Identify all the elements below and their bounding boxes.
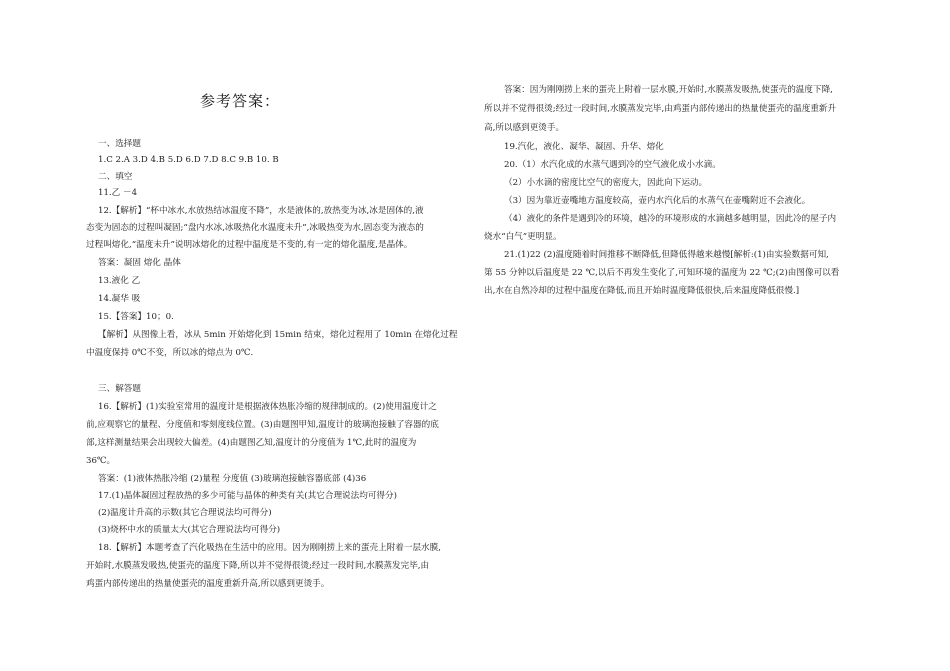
answer-line: 答案：(1)液体热胀冷缩 (2)量程 分度值 (3)玻璃泡接触容器底部 (4)36 — [98, 474, 367, 484]
answer-line: 13.液化 乙 — [98, 276, 141, 286]
answer-line: 12.【解析】“杯中冰水,水放热结冰温度不降”，水是液体的,放热变为冰,冰是固体的,液 — [98, 206, 424, 216]
answer-line: 态变为固态的过程叫凝固;“盘内水冰,冰吸热化水温度未升”,冰吸热变为水,固态变为液态的 — [86, 223, 424, 233]
answer-line: 鸡蛋内部传递出的热量使蛋壳的温度重新升高,所以感到更烫手。 — [86, 579, 330, 589]
answer-line: 开始时,水膜蒸发吸热,使蛋壳的温度下降,所以并不觉得很烫;经过一段时间,水膜蒸发完毕,由 — [86, 561, 430, 571]
answer-line: 15.【答案】10；0. — [98, 312, 174, 322]
answer-line: 前,应观察它的量程、分度值和零刻度线位置。(3)由题图甲知,温度计的玻璃泡接触了容器的底 — [86, 420, 439, 430]
answer-line: 答案：凝固 熔化 晶体 — [98, 258, 181, 268]
answer-line: 过程叫熔化,“温度未升”说明冰熔化的过程中温度是不变的,有一定的熔化温度,是晶体。 — [86, 240, 413, 250]
answer-line: 二、填空 — [98, 172, 133, 182]
answer-line: 16.【解析】(1)实验室常用的温度计是根据液体热胀冷缩的规律制成的。(2)使用温度计之 — [98, 402, 437, 412]
answer-line: 出,水在自然冷却的过程中温度在降低,而且开始时温度降低很快,后来温度降低很慢.] — [484, 286, 800, 296]
answer-line: 14.凝华 吸 — [98, 294, 141, 304]
answer-line: 11.乙 －4 — [98, 188, 138, 198]
page-title: 参考答案： — [200, 92, 281, 110]
answer-line: (2)温度计升高的示数(其它合理说法均可得分) — [98, 508, 272, 518]
answer-line: 所以并不觉得很烫;经过一段时间,水膜蒸发完毕,由鸡蛋内部传递出的热量使蛋壳的温度重新升 — [484, 104, 837, 114]
answer-line: 高,所以感到更烫手。 — [484, 123, 565, 133]
answer-line: 中温度保持 0℃不变，所以冰的熔点为 0℃. — [86, 348, 254, 358]
answer-line: (3)烧杯中水的质量太大(其它合理说法均可得分) — [98, 525, 281, 535]
answer-line: （4）液化的条件是遇到冷的环境，越冷的环境形成的水滴越多越明显，因此冷的屋子内 — [504, 214, 837, 224]
answer-line: 1.C 2.A 3.D 4.B 5.D 6.D 7.D 8.C 9.B 10. B — [98, 155, 279, 165]
answer-line: 三、解答题 — [98, 384, 141, 394]
answer-line: 17.(1)晶体凝固过程放热的多少可能与晶体的种类有关(其它合理说法均可得分) — [98, 491, 397, 501]
answer-line: 【解析】从图像上看，冰从 5min 开始熔化到 15min 结束，熔化过程用了 10min 在熔化过程 — [98, 330, 458, 340]
answer-line: 20.（1）水汽化成的水蒸气遇到冷的空气液化成小水滴。 — [504, 160, 721, 170]
answer-line: （2）小水滴的密度比空气的密度大，因此向下运动。 — [504, 178, 708, 188]
answer-line: 18.【解析】本题考查了汽化吸热在生活中的应用。因为刚刚捞上来的蛋壳上附着一层水膜, — [98, 543, 441, 553]
answer-line: 烧水“白气”更明显。 — [484, 232, 562, 242]
answer-line: 部,这样测量结果会出现较大偏差。(4)由题图乙知,温度计的分度值为 1℃,此时的温度为 — [86, 438, 417, 448]
answer-line: （3）因为靠近壶嘴地方温度较高，壶内水汽化后的水蒸气在壶嘴附近不会液化。 — [504, 196, 811, 206]
answer-line: 36℃。 — [86, 456, 116, 466]
answer-line: 21.(1)22 (2)温度随着时间推移不断降低,但降低得越来越慢[解析:(1)由实验数据可知, — [504, 250, 829, 260]
answer-line: 19.汽化，液化、凝华、凝固、升华、熔化 — [504, 142, 664, 152]
answer-line: 一、选择题 — [98, 139, 141, 149]
answer-line: 答案：因为刚刚捞上来的蛋壳上附着一层水膜,开始时,水膜蒸发吸热,使蛋壳的温度下降, — [504, 85, 833, 95]
answer-line: 第 55 分钟以后温度是 22 ℃,以后不再发生变化了,可知环境的温度为 22 ℃;(2)由图像可以看 — [484, 268, 840, 278]
